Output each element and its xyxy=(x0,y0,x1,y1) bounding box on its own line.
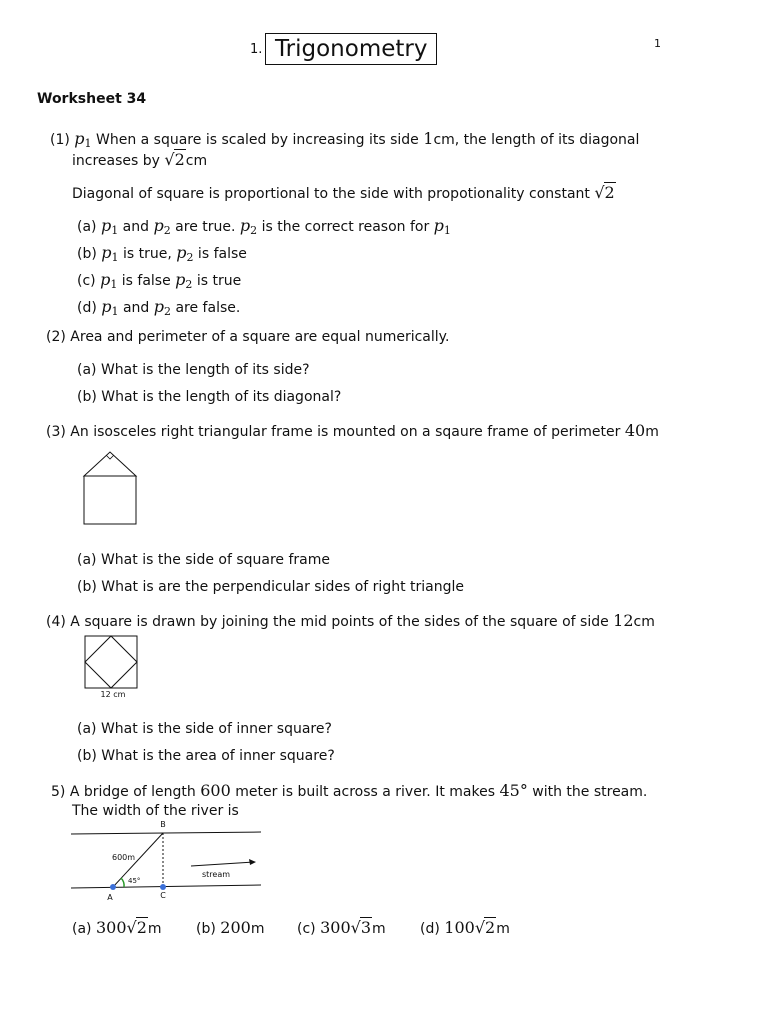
question-number: (2) xyxy=(46,329,66,345)
question-text: An isosceles right triangular frame is mounted on a sqaure frame of perimeter xyxy=(70,424,625,440)
question-text: A square is drawn by joining the mid points of the sides of the square of side xyxy=(70,614,614,630)
question-5: 5) A bridge of length 600 meter is built across a river. It makes 45° with the stream. xyxy=(51,781,648,800)
svg-text:600m: 600m xyxy=(112,853,136,862)
q4-part-a: (a) What is the side of inner square? xyxy=(77,721,332,737)
stream-arrow-icon xyxy=(249,859,256,865)
q5-option-a[interactable]: (a) 300√2m xyxy=(72,918,162,937)
question-1-cont: increases by √2cm xyxy=(72,150,208,169)
sqrt-expression: √2 xyxy=(594,183,615,202)
question-number: 5) xyxy=(51,784,66,800)
question-4: (4) A square is drawn by joining the mid points of the sides of the square of side 12cm xyxy=(46,611,655,630)
q5-option-c[interactable]: (c) 300√3m xyxy=(297,918,386,937)
page-title: Trigonometry xyxy=(265,33,437,65)
point-c xyxy=(160,884,166,890)
q1-option-c[interactable]: (c) $p_1$ is false $p_2$ is true xyxy=(77,270,242,291)
sqrt-expression: √2 xyxy=(164,150,185,169)
angle-arc xyxy=(121,878,124,887)
p1-symbol: $p_1$ xyxy=(74,129,92,150)
q1-option-d[interactable]: (d) $p_1$ and $p_2$ are false. xyxy=(77,297,241,318)
svg-text:B: B xyxy=(160,820,166,829)
question-1 xyxy=(50,129,639,150)
square-in-square-figure xyxy=(80,632,144,702)
question-text: Area and perimeter of a square are equal numerically. xyxy=(70,329,450,345)
svg-text:stream: stream xyxy=(202,870,231,879)
question-number: (1) xyxy=(50,132,70,148)
question-2 xyxy=(46,329,449,345)
page-number: 1 xyxy=(654,37,661,50)
math-value: 1 xyxy=(423,129,434,148)
chapter-number: 1. xyxy=(250,42,263,57)
q3-part-b: (b) What is are the perpendicular sides of right triangle xyxy=(77,579,464,595)
house-frame-figure xyxy=(78,448,144,530)
q3-part-a: (a) What is the side of square frame xyxy=(77,552,330,568)
q2-part-a: (a) What is the length of its side? xyxy=(77,362,310,378)
q5-option-d[interactable]: (d) 100√2m xyxy=(420,918,510,937)
river-bank-bottom xyxy=(71,885,261,888)
question-text: When a square is scaled by increasing its side xyxy=(91,132,424,148)
question-5-cont: The width of the river is xyxy=(72,803,239,819)
statement-p2: Diagonal of square is proportional to the side with propotionality constant √2 xyxy=(72,183,615,202)
point-a xyxy=(110,884,116,890)
q1-option-b[interactable]: (b) $p_1$ is true, $p_2$ is false xyxy=(77,243,247,264)
worksheet-heading: Worksheet 34 xyxy=(37,91,147,107)
river-bank-top xyxy=(71,832,261,834)
question-3: (3) An isosceles right triangular frame is mounted on a sqaure frame of perimeter 40m xyxy=(46,421,659,440)
q2-part-b: (b) What is the length of its diagonal? xyxy=(77,389,342,405)
question-number: (4) xyxy=(46,614,66,630)
question-number: (3) xyxy=(46,424,66,440)
bridge-river-figure xyxy=(66,818,266,904)
q4-part-b: (b) What is the area of inner square? xyxy=(77,748,335,764)
svg-text:A: A xyxy=(107,893,113,902)
q1-option-a[interactable]: (a) $p_1$ and $p_2$ are true. $p_2$ is the correct reason for $p_1$ xyxy=(77,216,451,237)
svg-text:45°: 45° xyxy=(128,877,141,885)
question-text: cm, the length of its diagonal xyxy=(433,132,640,148)
side-label: 12 cm xyxy=(100,690,126,699)
svg-text:C: C xyxy=(160,891,166,900)
q5-option-b[interactable]: (b) 200m xyxy=(196,918,265,937)
